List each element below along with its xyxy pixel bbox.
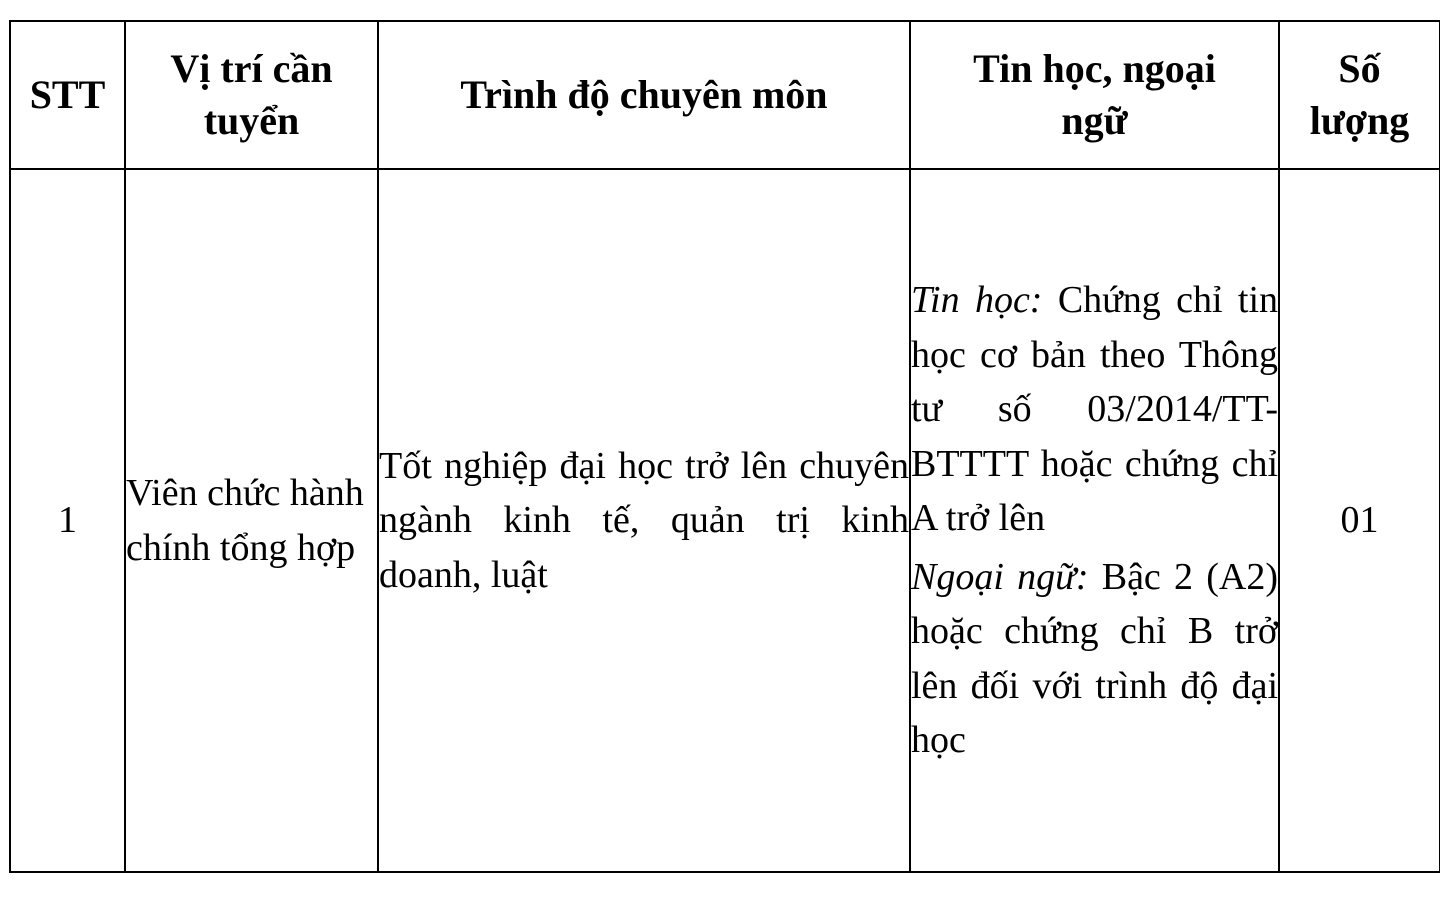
header-row <box>10 21 1440 169</box>
cell-position: Viên chức hành chính tổng hợp <box>125 169 378 872</box>
header-qualification: Trình độ chuyên môn <box>378 21 910 169</box>
header-stt: STT <box>10 21 125 169</box>
language-label: Ngoại ngữ: <box>911 555 1089 598</box>
header-quantity <box>1279 21 1440 169</box>
cell-qualification: Tốt nghiệp đại học trở lên chuyên ngành kinh tế, quản trị kinh doanh, luật <box>378 169 910 872</box>
language-requirement <box>911 550 1278 768</box>
cell-it-language <box>910 169 1279 872</box>
header-position-label: Vị trí cần tuyển <box>170 46 333 143</box>
header-it-language <box>910 21 1279 169</box>
table-row <box>10 169 1440 872</box>
table-header <box>10 21 1440 169</box>
header-position <box>125 21 378 169</box>
it-requirement <box>911 273 1278 546</box>
recruitment-table <box>9 20 1440 873</box>
language-text: Bậc 2 (A2) hoặc chứng chỉ B trở lên đối với trình độ đại học <box>911 555 1278 762</box>
cell-quantity: 01 <box>1279 169 1440 872</box>
header-it-language-label: Tin học, ngoại ngữ <box>973 46 1216 143</box>
header-quantity-label: Số lượng <box>1309 46 1410 143</box>
it-label: Tin học: <box>911 279 1043 322</box>
it-text: Chứng chỉ tin học cơ bản theo Thông tư số 03/2014/TT-BTTTT hoặc chứng chỉ A trở lên <box>911 279 1279 540</box>
cell-stt: 1 <box>10 169 125 872</box>
